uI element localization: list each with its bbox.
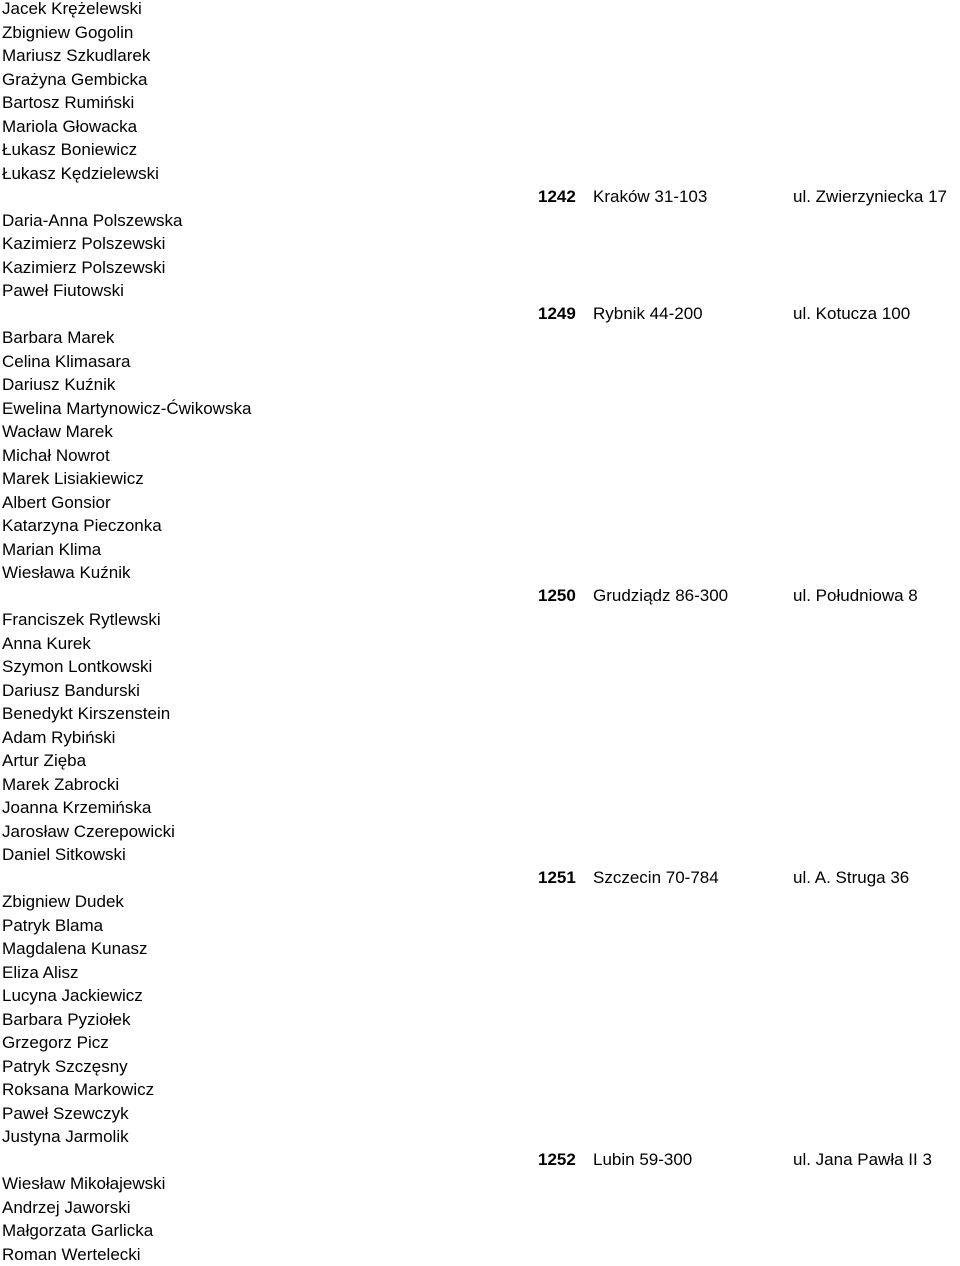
person-name: Marian Klima	[2, 538, 502, 562]
person-name: Kazimierz Polszewski	[2, 256, 502, 280]
person-name: Eliza Alisz	[2, 961, 502, 985]
person-name: Albert Gonsior	[2, 491, 502, 515]
person-name: Daniel Sitkowski	[2, 843, 502, 867]
person-name: Artur Zięba	[2, 749, 502, 773]
names-column	[2, 0, 502, 1266]
person-name: Wiesława Kuźnik	[2, 561, 502, 585]
entry-street: ul. A. Struga 36	[793, 866, 909, 890]
entry-number: 1252	[538, 1148, 576, 1172]
person-name: Paweł Szewczyk	[2, 1102, 502, 1126]
person-name: Dariusz Bandurski	[2, 679, 502, 703]
person-name: Franciszek Rytlewski	[2, 608, 502, 632]
person-name: Patryk Szczęsny	[2, 1055, 502, 1079]
person-name: Joanna Krzemińska	[2, 796, 502, 820]
person-name: Szymon Lontkowski	[2, 655, 502, 679]
person-name: Wacław Marek	[2, 420, 502, 444]
person-name: Andrzej Jaworski	[2, 1196, 502, 1220]
person-name: Jarosław Czerepowicki	[2, 820, 502, 844]
group-gap	[2, 303, 502, 327]
entry-street: ul. Zwierzyniecka 17	[793, 185, 947, 209]
person-name: Mariola Głowacka	[2, 115, 502, 139]
person-name: Kazimierz Polszewski	[2, 232, 502, 256]
entry-city: Szczecin 70-784	[593, 866, 719, 890]
entry-number: 1250	[538, 584, 576, 608]
person-name: Marek Zabrocki	[2, 773, 502, 797]
person-name: Bartosz Rumiński	[2, 91, 502, 115]
group-gap	[2, 1149, 502, 1173]
entry-street: ul. Jana Pawła II 3	[793, 1148, 932, 1172]
group-gap	[2, 185, 502, 209]
person-name: Justyna Jarmolik	[2, 1125, 502, 1149]
entry-city: Kraków 31-103	[593, 185, 707, 209]
group-gap	[2, 867, 502, 891]
entry-number: 1242	[538, 185, 576, 209]
person-name: Celina Klimasara	[2, 350, 502, 374]
person-name: Daria-Anna Polszewska	[2, 209, 502, 233]
entry-city: Rybnik 44-200	[593, 302, 703, 326]
person-name: Łukasz Boniewicz	[2, 138, 502, 162]
person-name: Łukasz Kędzielewski	[2, 162, 502, 186]
person-name: Roksana Markowicz	[2, 1078, 502, 1102]
person-name: Adam Rybiński	[2, 726, 502, 750]
person-name: Wiesław Mikołajewski	[2, 1172, 502, 1196]
address-entry	[538, 302, 958, 326]
address-entry	[538, 1148, 958, 1172]
entry-street: ul. Południowa 8	[793, 584, 918, 608]
entry-city: Lubin 59-300	[593, 1148, 692, 1172]
person-name: Zbigniew Gogolin	[2, 21, 502, 45]
address-entry	[538, 185, 958, 209]
person-name: Benedykt Kirszenstein	[2, 702, 502, 726]
person-name: Paweł Fiutowski	[2, 279, 502, 303]
entry-number: 1249	[538, 302, 576, 326]
group-gap	[2, 585, 502, 609]
person-name: Barbara Marek	[2, 326, 502, 350]
person-name: Magdalena Kunasz	[2, 937, 502, 961]
entry-street: ul. Kotucza 100	[793, 302, 910, 326]
person-name: Anna Kurek	[2, 632, 502, 656]
person-name: Roman Wertelecki	[2, 1243, 502, 1266]
person-name: Lucyna Jackiewicz	[2, 984, 502, 1008]
entry-city: Grudziądz 86-300	[593, 584, 728, 608]
person-name: Małgorzata Garlicka	[2, 1219, 502, 1243]
person-name: Dariusz Kuźnik	[2, 373, 502, 397]
address-entry	[538, 584, 958, 608]
person-name: Katarzyna Pieczonka	[2, 514, 502, 538]
person-name: Mariusz Szkudlarek	[2, 44, 502, 68]
person-name: Michał Nowrot	[2, 444, 502, 468]
person-name: Jacek Krężelewski	[2, 0, 502, 21]
person-name: Zbigniew Dudek	[2, 890, 502, 914]
person-name: Marek Lisiakiewicz	[2, 467, 502, 491]
address-entry	[538, 866, 958, 890]
person-name: Patryk Blama	[2, 914, 502, 938]
person-name: Grażyna Gembicka	[2, 68, 502, 92]
person-name: Barbara Pyziołek	[2, 1008, 502, 1032]
person-name: Ewelina Martynowicz-Ćwikowska	[2, 397, 502, 421]
entry-number: 1251	[538, 866, 576, 890]
person-name: Grzegorz Picz	[2, 1031, 502, 1055]
